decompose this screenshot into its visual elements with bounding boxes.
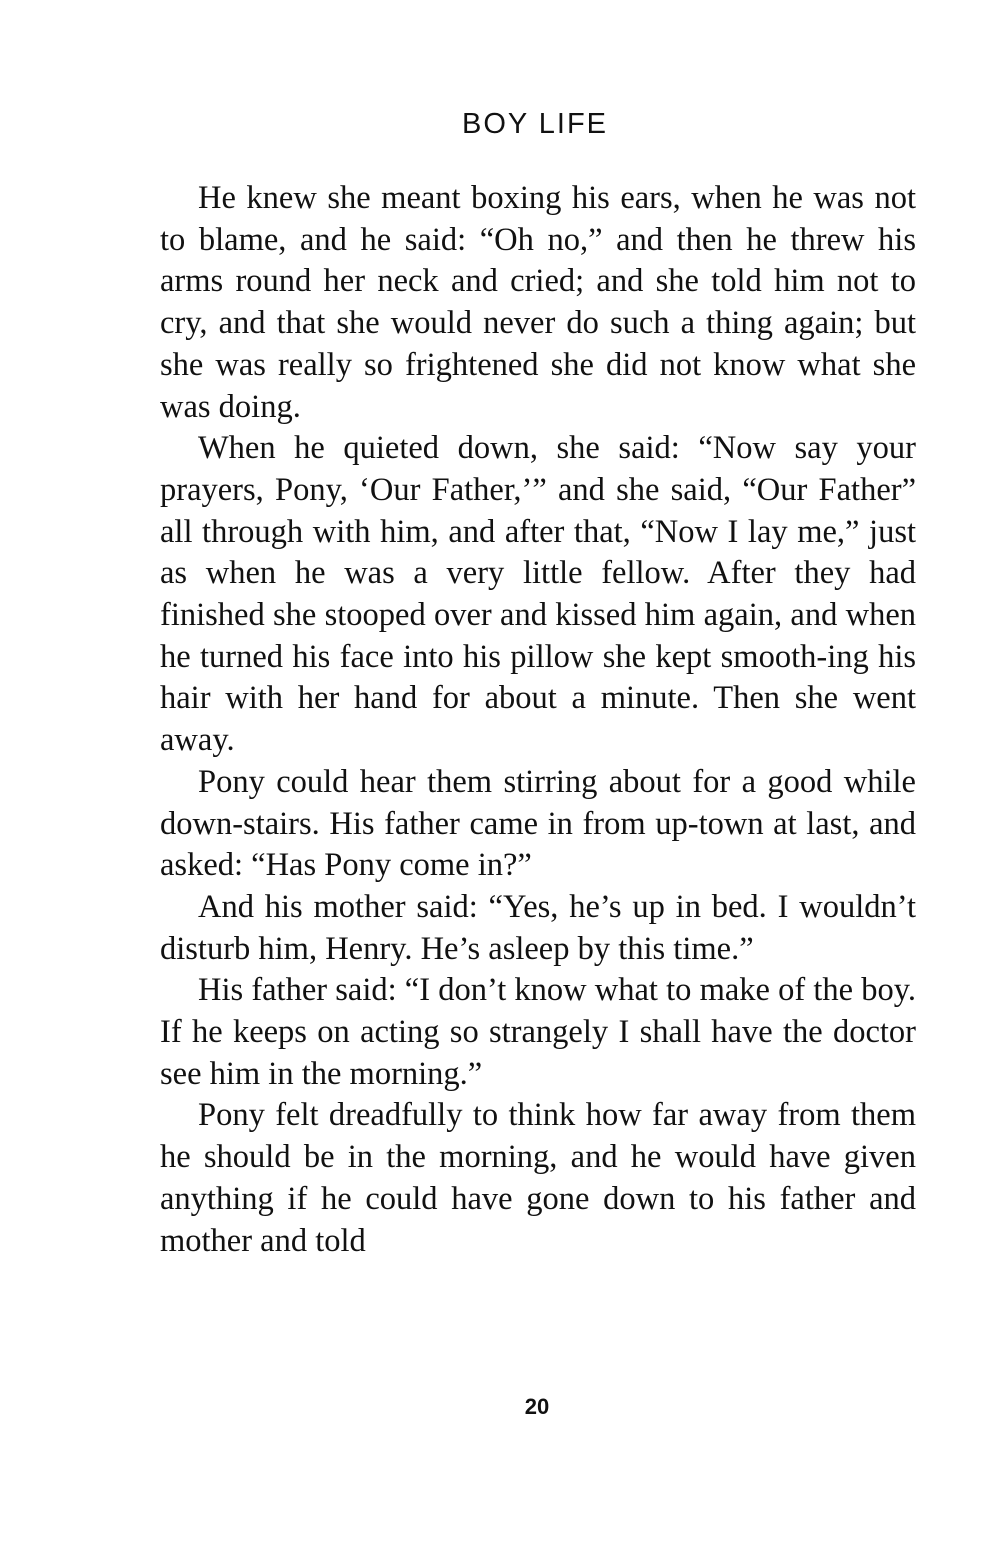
running-head: BOY LIFE [461, 108, 609, 140]
paragraph: Pony felt dreadfully to think how far away from them he should be in the morning, and he would have given anything if he could have gone down to his father and mother and told [160, 1097, 916, 1259]
body-text [160, 178, 916, 1262]
paragraph: Pony could hear them stirring about for a good while down-stairs. His father came in from up-town at last, and asked: “Has Pony come in?” [160, 763, 916, 884]
paragraph: And his mother said: “Yes, he’s up in bed. I wouldn’t disturb him, Henry. He’s asleep by this time.” [160, 888, 916, 967]
paragraph: When he quieted down, she said: “Now say your prayers, Pony, ‘Our Father,’” and she said, “Our Father” all through with him, and after that, “Now I lay me,” just as when he was a very little fellow. After they had finished she stooped over and kissed him again, and when he turned his face into his pillow she kept smooth-ing his hair with her hand for about a minute. Then she went away. [160, 430, 916, 759]
paragraph: His father said: “I don’t know what to make of the boy. If he keeps on acting so strangely I shall have the doctor see him in the morning.” [160, 972, 916, 1092]
page-number: 20 [524, 1394, 550, 1419]
paragraph: He knew she meant boxing his ears, when he was not to blame, and he said: “Oh no,” and then he threw his arms round her neck and cried; and she told him not to cry, and that she would never do such a thing again; but she was really so frightened she did not know what she was doing. [160, 180, 916, 425]
